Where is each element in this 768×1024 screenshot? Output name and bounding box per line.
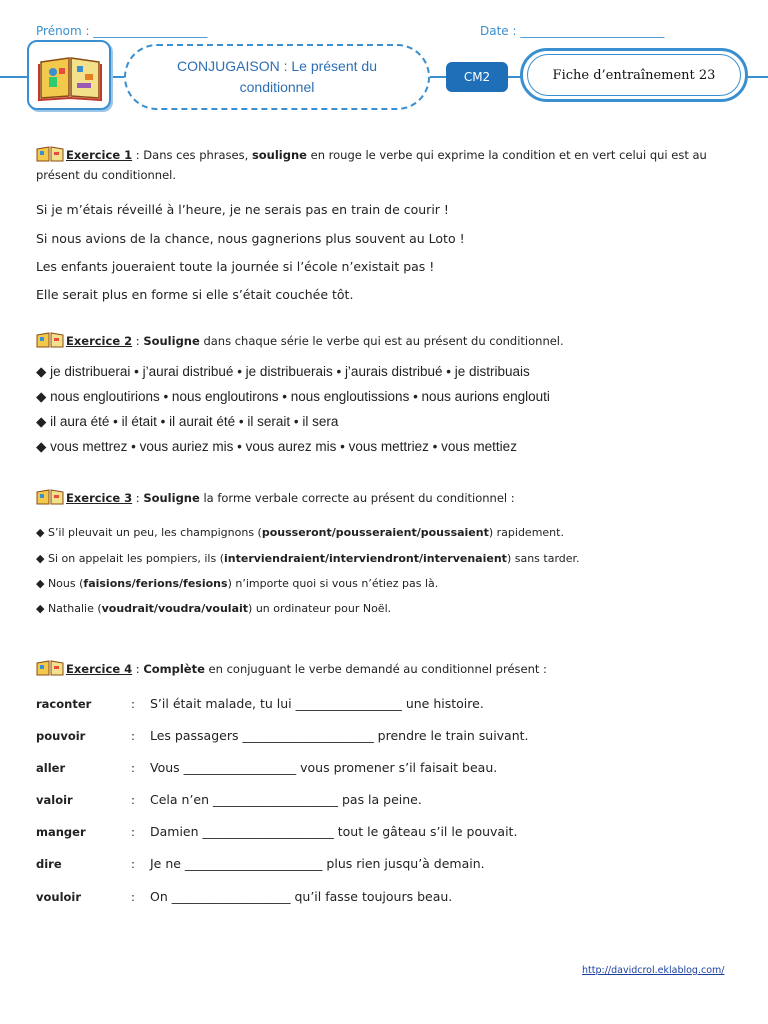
choice-options: interviendraient/interviendront/intervenaient: [224, 552, 507, 565]
fill-in-sentence[interactable]: Cela n’en ____________________ pas la peine.: [150, 792, 422, 807]
verb-series: ◆ vous mettrez • vous auriez mis • vous aurez mis • vous mettriez • vous mettiez: [36, 439, 517, 454]
exercise-4-verb: Complète: [143, 662, 205, 676]
row-colon: :: [131, 729, 135, 743]
exercise-1-title: Exercice 1: [66, 148, 133, 162]
choice-options: faisions/ferions/fesions: [83, 577, 228, 590]
exercise-3-instruction: [36, 489, 736, 510]
exercise-3-verb: Souligne: [143, 491, 200, 505]
exercise-4-instruction: [36, 660, 736, 681]
choice-options: pousseront/pousseraient/poussaient: [261, 526, 489, 539]
exercise-3-text: :: [132, 491, 144, 505]
sentence: Les enfants joueraient toute la journée si l’école n’existait pas !: [36, 259, 435, 274]
fiche-label: Fiche d’entraînement 23: [527, 54, 741, 96]
logo: [27, 40, 111, 110]
fill-in-sentence[interactable]: Vous __________________ vous promener s’il faisait beau.: [150, 760, 498, 775]
exercise-2-verb: Souligne: [143, 334, 200, 348]
row-colon: :: [131, 890, 135, 904]
fill-in-sentence[interactable]: Je ne ______________________ plus rien jusqu’à demain.: [150, 856, 485, 871]
exercise-2-text: :: [132, 334, 144, 348]
fiche-box: [520, 48, 748, 102]
row-colon: :: [131, 761, 135, 775]
row-verb: valoir: [36, 793, 73, 807]
list-item: ◆ Si on appelait les pompiers, ils (interviendraient/interviendront/intervenaient) sans tarder.: [36, 552, 580, 565]
list-item: ◆ Nathalie (voudrait/voudra/voulait) un ordinateur pour Noël.: [36, 602, 392, 615]
prenom-field[interactable]: Prénom : ___________________: [36, 24, 208, 38]
list-item: ◆ Nous (faisions/ferions/fesions) n’importe quoi si vous n’étiez pas là.: [36, 577, 439, 590]
row-verb: pouvoir: [36, 729, 86, 743]
page-title: CONJUGAISON : Le présent du conditionnel: [177, 58, 377, 95]
row-verb: manger: [36, 825, 86, 839]
exercise-3-title: Exercice 3: [66, 491, 133, 505]
row-colon: :: [131, 857, 135, 871]
fill-in-sentence[interactable]: S’il était malade, tu lui _________________ une histoire.: [150, 696, 484, 711]
book-icon: [37, 50, 103, 102]
exercise-book-icon: [36, 660, 64, 681]
exercise-1-text: : Dans ces phrases,: [132, 148, 252, 162]
footer-link[interactable]: http://davidcrol.eklablog.com/: [582, 965, 725, 976]
verb-series: ◆ je distribuerai • j’aurai distribué • je distribuerais • j’aurais distribué • je distribuais: [36, 364, 530, 379]
exercise-book-icon: [36, 489, 64, 510]
row-verb: raconter: [36, 697, 92, 711]
choice-options: voudrait/voudra/voulait: [101, 602, 249, 615]
list-item: ◆ S’il pleuvait un peu, les champignons (pousseront/pousseraient/poussaient) rapidement.: [36, 526, 564, 539]
row-verb: aller: [36, 761, 66, 775]
sentence: Elle serait plus en forme si elle s’était couchée tôt.: [36, 287, 354, 302]
verb-series: ◆ nous engloutirions • nous engloutirons • nous engloutissions • nous aurions englouti: [36, 389, 550, 404]
row-verb: dire: [36, 857, 62, 871]
fill-in-sentence[interactable]: Damien _____________________ tout le gâteau s’il le pouvait.: [150, 824, 518, 839]
exercise-3-text-end: la forme verbale correcte au présent du conditionnel :: [199, 491, 515, 505]
row-colon: :: [131, 697, 135, 711]
exercise-2-title: Exercice 2: [66, 334, 133, 348]
row-colon: :: [131, 825, 135, 839]
exercise-2-instruction: [36, 332, 736, 353]
level-badge: CM2: [446, 62, 508, 92]
fill-in-sentence[interactable]: On ___________________ qu’il fasse toujours beau.: [150, 889, 453, 904]
date-field[interactable]: Date : ________________________: [480, 24, 665, 38]
exercise-1-instruction: [36, 146, 736, 184]
exercise-1-text-end: en rouge le verbe qui exprime la condition et en vert celui qui est au présent du conditionnel.: [36, 148, 707, 182]
exercise-1-verb: souligne: [251, 148, 307, 162]
exercise-book-icon: [36, 332, 64, 353]
exercise-4-text-end: en conjuguant le verbe demandé au conditionnel présent :: [204, 662, 547, 676]
fill-in-sentence[interactable]: Les passagers _____________________ prendre le train suivant.: [150, 728, 529, 743]
exercise-4-text: :: [132, 662, 144, 676]
verb-series: ◆ il aura été • il était • il aurait été • il serait • il sera: [36, 414, 339, 429]
title-box: [124, 44, 430, 110]
row-verb: vouloir: [36, 890, 82, 904]
row-colon: :: [131, 793, 135, 807]
exercise-book-icon: [36, 146, 64, 167]
exercise-4-title: Exercice 4: [66, 662, 133, 676]
sentence: Si je m’étais réveillé à l’heure, je ne serais pas en train de courir !: [36, 202, 449, 217]
exercise-2-text-end: dans chaque série le verbe qui est au présent du conditionnel.: [199, 334, 564, 348]
sentence: Si nous avions de la chance, nous gagnerions plus souvent au Loto !: [36, 231, 465, 246]
